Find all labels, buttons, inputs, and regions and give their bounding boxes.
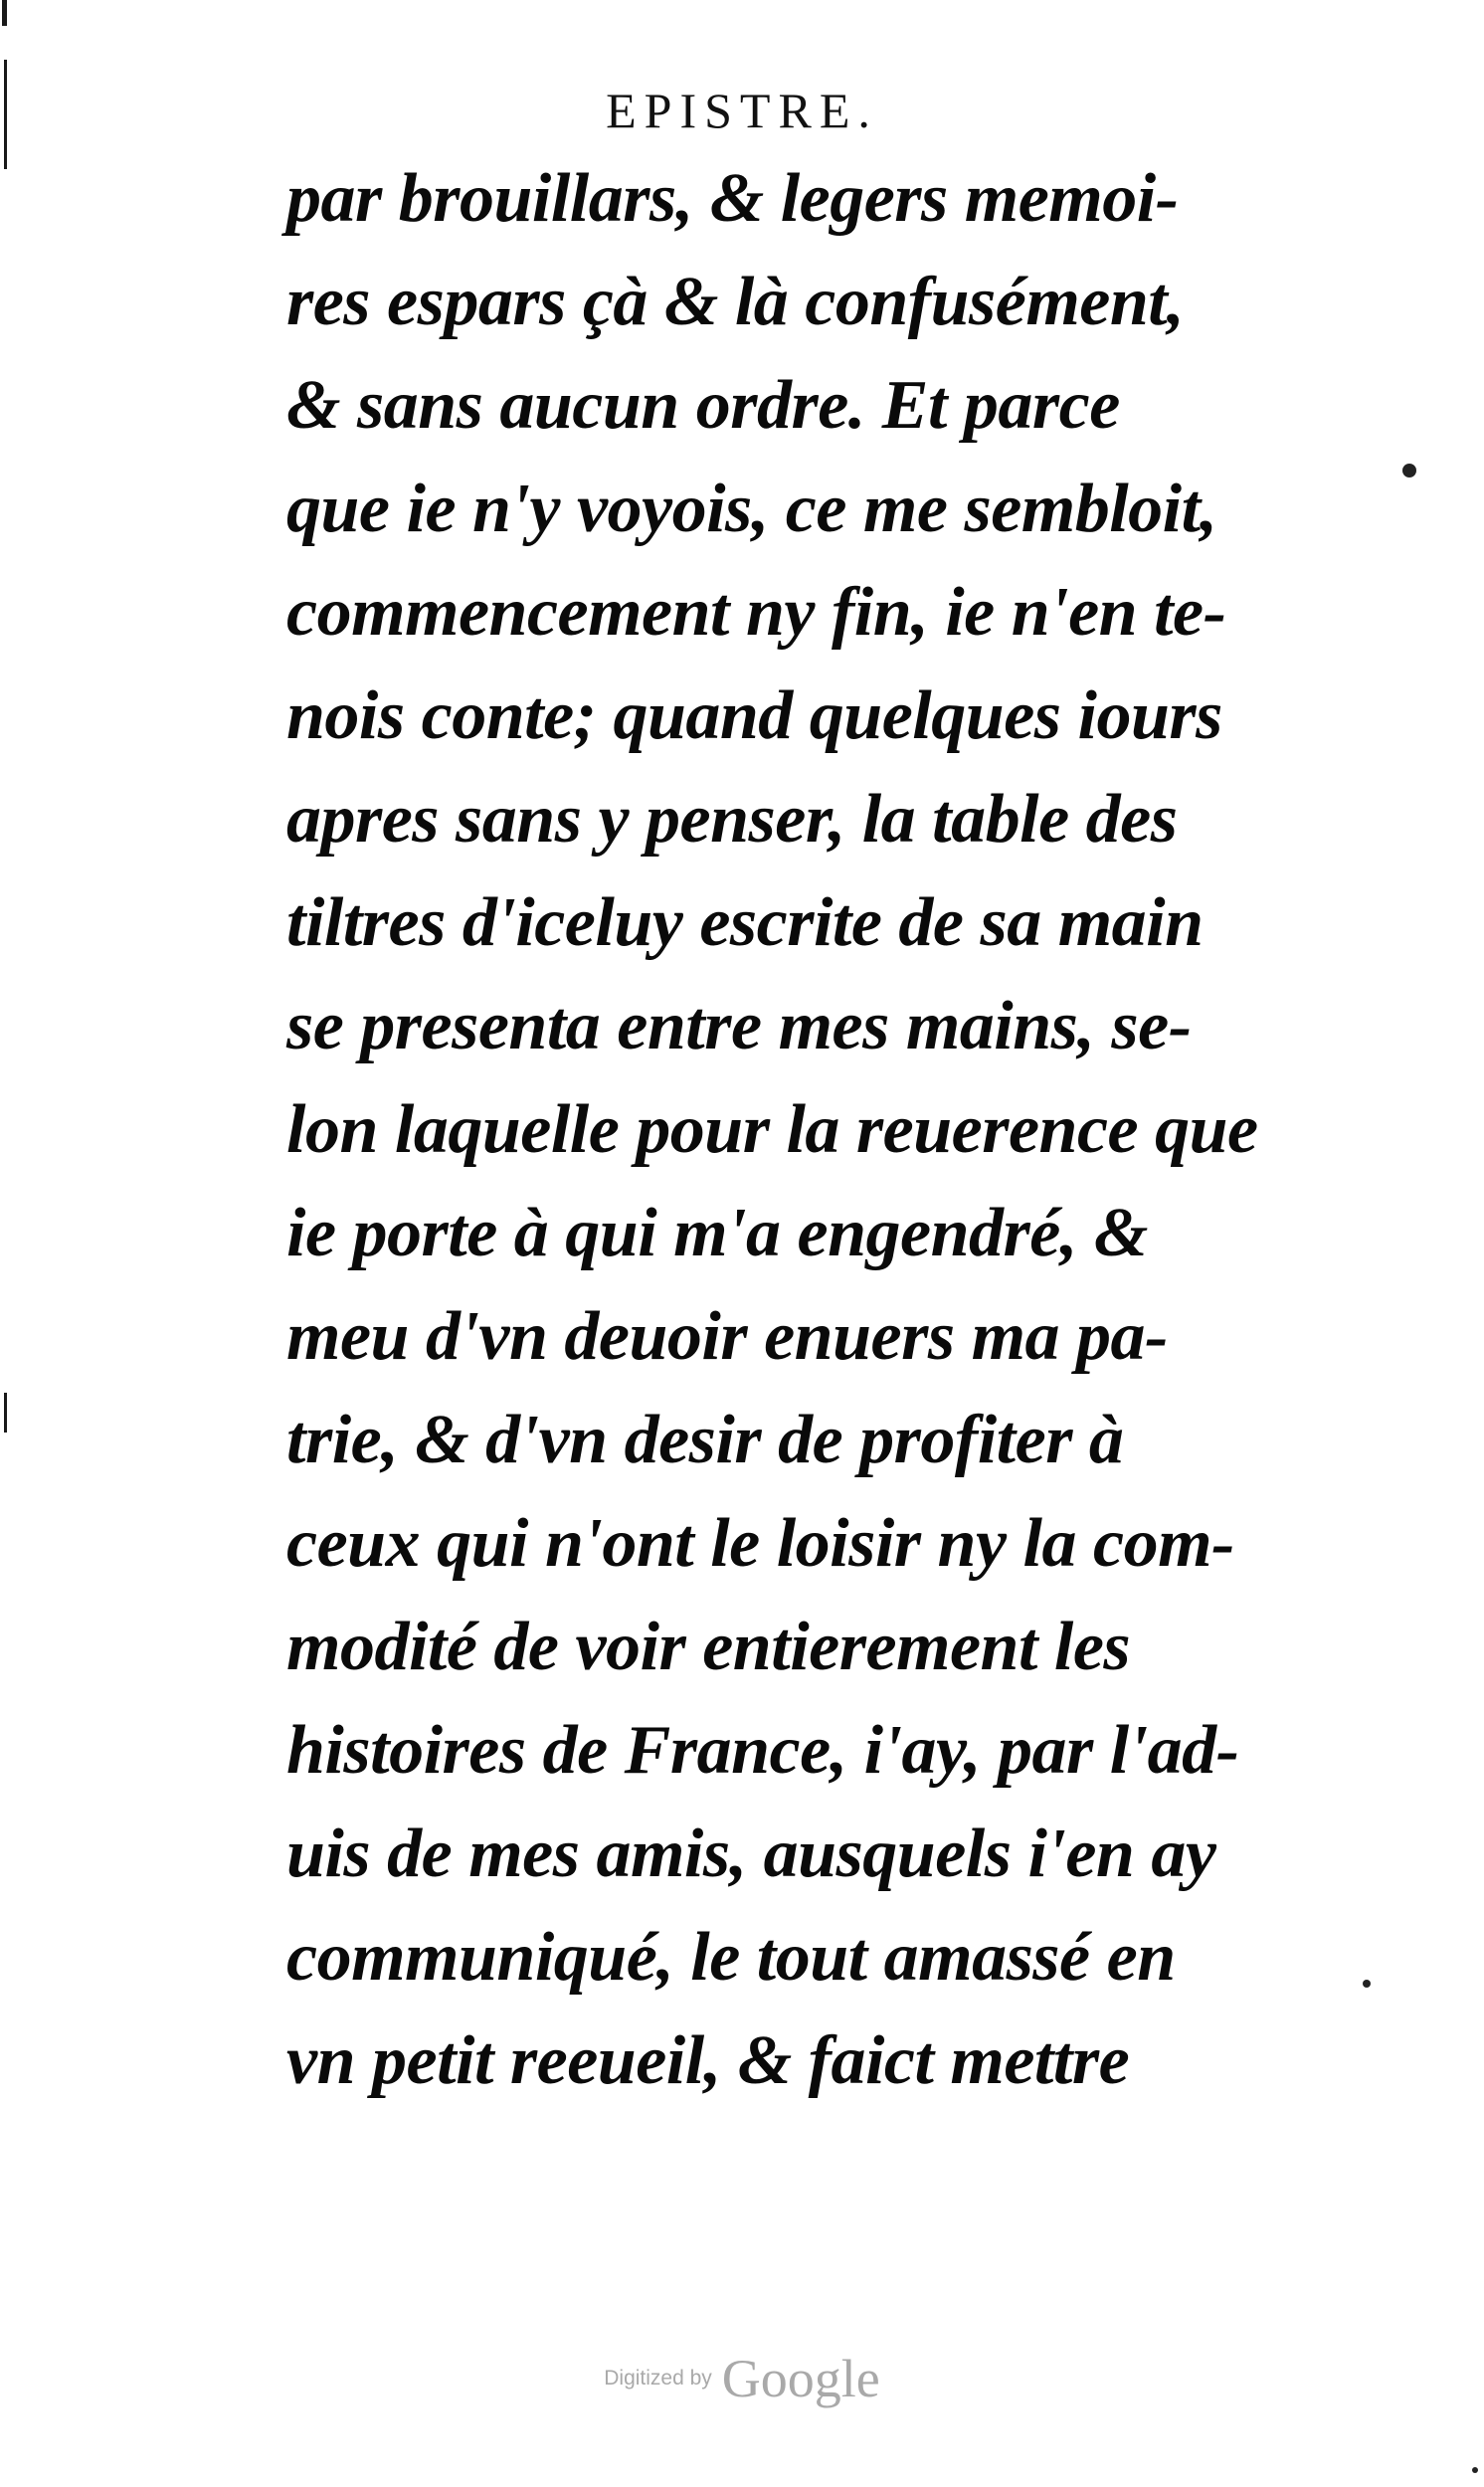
text-line: lon laquelle pour la reuerence que — [286, 1091, 1258, 1168]
ink-speck — [1402, 464, 1416, 478]
text-line: apres sans y penser, la table des — [286, 781, 1178, 858]
text-line: & sans aucun ordre. Et parce — [286, 367, 1120, 444]
text-line: modité de voir entierement les — [286, 1609, 1131, 1685]
left-edge-mark — [2, 0, 7, 26]
body-text — [286, 147, 1391, 2113]
left-edge-mark — [4, 1393, 7, 1433]
text-line: commencement ny fin, ie n'en te- — [286, 574, 1226, 651]
digitized-watermark — [0, 2348, 1484, 2409]
text-line: res espars çà & là confusément, — [286, 264, 1185, 340]
text-line: nois conte; quand quelques iours — [286, 677, 1222, 754]
text-line: trie, & d'vn desir de profiter à — [286, 1402, 1124, 1478]
text-line: tiltres d'iceluy escrite de sa main — [286, 884, 1204, 961]
text-line: que ie n'y voyois, ce me sembloit, — [286, 471, 1217, 547]
text-line: communiqué, le tout amassé en — [286, 1919, 1176, 1996]
text-line: uis de mes amis, ausquels i'en ay — [286, 1816, 1216, 1892]
google-logo: Google — [721, 2349, 880, 2408]
text-line: meu d'vn deuoir enuers ma pa- — [286, 1298, 1168, 1375]
text-line: vn petit reeueil, & faict mettre — [286, 2022, 1130, 2099]
text-line: histoires de France, i'ay, par l'ad- — [286, 1712, 1239, 1789]
watermark-prefix: Digitized by — [604, 2367, 712, 2390]
text-line: ceux qui n'ont le loisir ny la com- — [286, 1505, 1234, 1582]
ink-speck — [1472, 2467, 1478, 2473]
text-line: se presenta entre mes mains, se- — [286, 988, 1192, 1064]
text-line: par brouillars, & legers memoi- — [286, 160, 1179, 237]
running-header: EPISTRE. — [606, 83, 878, 138]
text-line: ie porte à qui m'a engendré, & — [286, 1195, 1148, 1271]
